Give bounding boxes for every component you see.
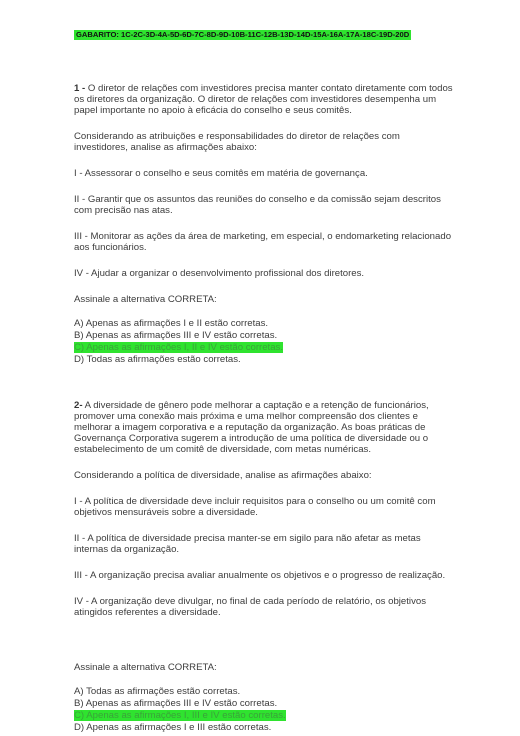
question-2-text: A diversidade de gênero pode melhorar a captação e a retenção de funcionários, promover uma conexão mais próxima e uma melhor compreensão dos clientes e melhorar a imagem corporativa e a reputação da organização. As boas práticas de Governança Corporativa sugerem a introdução de uma política de diversidade ou o estabelecimento de um comitê de diversidade, com metas numéricas.: [74, 400, 429, 455]
question-2-number: 2-: [74, 400, 83, 411]
answer-key-banner: GABARITO: 1C-2C-3D-4A-5D-6D-7C-8D-9D-10B-11C-12B-13D-14D-15A-16A-17A-18C-19D-20D: [76, 30, 410, 39]
question-2-statement: I - A política de diversidade deve incluir requisitos para o conselho ou um comitê com objetivos mensuráveis sobre a diversidade.: [74, 496, 436, 518]
option-c-correct: C) Apenas as afirmações I, II e IV estão corretas.: [74, 342, 284, 353]
question-1-stem: [74, 83, 454, 116]
option-b: B) Apenas as afirmações III e IV estão corretas.: [74, 330, 278, 341]
question-2-instruction: Assinale a alternativa CORRETA:: [74, 662, 217, 673]
question-1-statement: I - Assessorar o conselho e seus comitês em matéria de governança.: [74, 168, 368, 179]
option-c-correct: C) Apenas as afirmações I, III e IV estão corretas.: [74, 710, 286, 721]
option-b: B) Apenas as afirmações III e IV estão corretas.: [74, 698, 278, 709]
question-1-statement: III - Monitorar as ações da área de marketing, em especial, o endomarketing relacionado aos funcionários.: [74, 231, 452, 253]
option-a: A) Apenas as afirmações I e II estão corretas.: [74, 318, 269, 329]
question-2-stem: [74, 400, 454, 455]
question-1-statement: IV - Ajudar a organizar o desenvolvimento profissional dos diretores.: [74, 268, 365, 279]
question-2-options: [74, 686, 454, 734]
option-a: A) Todas as afirmações estão corretas.: [74, 686, 241, 697]
question-2-statement: III - A organização precisa avaliar anualmente os objetivos e o progresso de realização.: [74, 570, 446, 581]
question-2-statement: IV - A organização deve divulgar, no final de cada período de relatório, os objetivos atingidos referentes a diversidade.: [74, 596, 426, 618]
question-1-number: 1 -: [74, 83, 86, 94]
question-1-instruction: Assinale a alternativa CORRETA:: [74, 294, 217, 305]
question-1-text: O diretor de relações com investidores precisa manter contato diretamente com todos os diretores da organização. O diretor de relações com investidores desempenha um papel importante no apoio à eficácia do conselho e seus comitês.: [74, 83, 453, 116]
document-content: [74, 83, 454, 734]
option-d: D) Todas as afirmações estão corretas.: [74, 354, 241, 365]
question-2-statement: II - A política de diversidade precisa manter-se em sigilo para não afetar as metas internas da organização.: [74, 533, 421, 555]
question-1-statement: II - Garantir que os assuntos das reuniões do conselho e da comissão sejam descritos com precisão nas atas.: [74, 194, 441, 216]
option-d: D) Apenas as afirmações I e III estão corretas.: [74, 722, 272, 733]
question-2-context: Considerando a política de diversidade, analise as afirmações abaixo:: [74, 470, 372, 481]
question-1-context: Considerando as atribuições e responsabilidades do diretor de relações com investidores, analise as afirmações abaixo:: [74, 131, 400, 153]
question-1-options: [74, 318, 454, 366]
